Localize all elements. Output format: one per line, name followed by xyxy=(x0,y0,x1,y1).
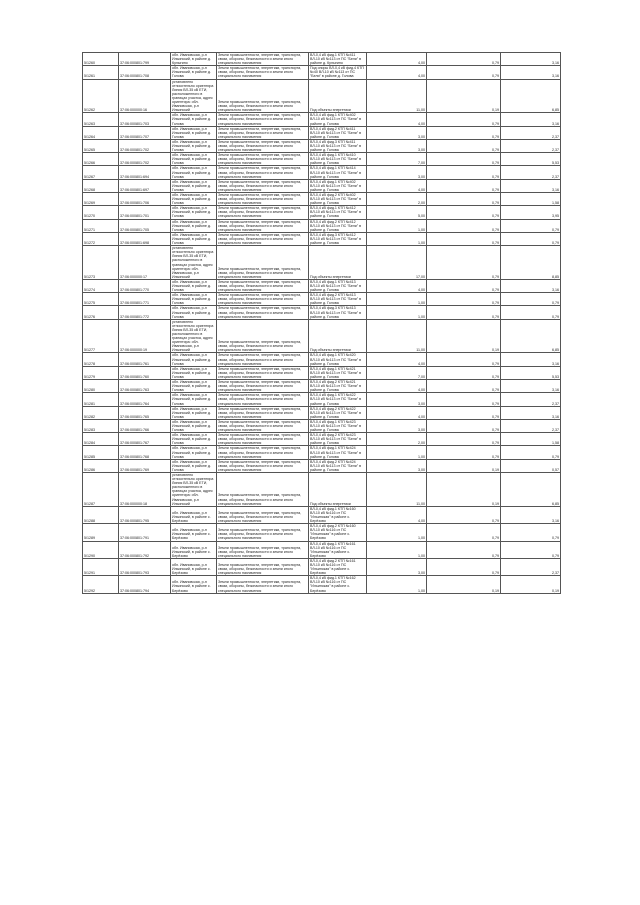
land-category-cell: Земли промышленности, энергетики, транспорта, связи, обороны, безопасности и земли иного специального назначения xyxy=(217,473,309,507)
address-cell: обл. Ивановская, р-н Ильинский, в районе д. Кулыгино xyxy=(171,53,217,66)
area-cell: 1,00 xyxy=(367,306,427,319)
land-category-cell: Земли промышленности, энергетики, транспорта, связи, обороны, безопасности и земли иного специального назначения xyxy=(217,558,309,575)
rate-cell: 0,79 xyxy=(427,53,501,66)
table-row xyxy=(83,353,561,366)
cadastral-number-cell: 37:06:000801:761 xyxy=(119,353,171,366)
land-category-cell: Земли промышленности, энергетики, транспорта, связи, обороны, безопасности и земли иного специального назначения xyxy=(217,366,309,379)
address-cell: обл. Ивановская, р-н Ильинский, в районе д. Голова xyxy=(171,279,217,292)
table-row xyxy=(83,219,561,232)
table-row xyxy=(83,139,561,152)
land-category-cell: Земли промышленности, энергетики, транспорта, связи, обороны, безопасности и земли иного специального назначения xyxy=(217,393,309,406)
permitted-use-cell: Под объекты энергетики xyxy=(309,79,367,113)
permitted-use-cell: ВЛ-0,4 кВ фид.2 КТП №411 ВЛ-10 кВ №113 от ПС "Бели" в районе д. Голова xyxy=(309,126,367,139)
land-category-cell: Земли промышленности, энергетики, транспорта, связи, обороны, безопасности и земли иного специального назначения xyxy=(217,206,309,219)
table-row xyxy=(83,179,561,192)
land-category-cell: Земли промышленности, энергетики, транспорта, связи, обороны, безопасности и земли иного специального назначения xyxy=(217,246,309,280)
rate-cell: 0,79 xyxy=(427,179,501,192)
amount-cell: 0,79 xyxy=(501,306,561,319)
land-category-cell: Земли промышленности, энергетики, транспорта, связи, обороны, безопасности и земли иного специального назначения xyxy=(217,279,309,292)
rate-cell: 0,79 xyxy=(427,446,501,459)
amount-cell: 6,85 xyxy=(501,79,561,113)
row-number-cell: 5/1261 xyxy=(83,66,119,79)
land-category-cell: Земли промышленности, энергетики, транспорта, связи, обороны, безопасности и земли иного специального назначения xyxy=(217,433,309,446)
amount-cell: 0,79 xyxy=(501,524,561,541)
address-cell: обл. Ивановская, р-н Ильинский, в районе д. Голова xyxy=(171,406,217,419)
cadastral-number-cell: 37:06:000801:763 xyxy=(119,380,171,393)
land-category-cell: Земли промышленности, энергетики, транспорта, связи, обороны, безопасности и земли иного специального назначения xyxy=(217,446,309,459)
row-number-cell: 5/1277 xyxy=(83,319,119,353)
permitted-use-cell: ВЛ-0,4 кВ фид.2 КТП №161 ВЛ-10 кВ №116 от ПС "Ильинская" в районе с. Берёзово xyxy=(309,558,367,575)
cadastral-number-cell: 37:06:000801:794 xyxy=(119,576,171,593)
land-category-cell: Земли промышленности, энергетики, транспорта, связи, обороны, безопасности и земли иного специального назначения xyxy=(217,459,309,472)
cadastral-number-cell: 37:06:000801:694 xyxy=(119,166,171,179)
amount-cell: 3,16 xyxy=(501,406,561,419)
rate-cell: 0,79 xyxy=(427,66,501,79)
permitted-use-cell: ВЛ-0,4 кВ фид.1 КТП №412 ВЛ-10 кВ №113 от ПС "Бели" в районе д. Голова xyxy=(309,206,367,219)
amount-cell: 3,16 xyxy=(501,380,561,393)
row-number-cell: 5/1270 xyxy=(83,206,119,219)
table-row xyxy=(83,66,561,79)
rate-cell: 0,79 xyxy=(427,126,501,139)
table-row xyxy=(83,446,561,459)
cadastral-number-cell: 37:06:000801:697 xyxy=(119,179,171,192)
row-number-cell: 5/1262 xyxy=(83,79,119,113)
permitted-use-cell: ВЛ-0,4 кВ фид.1 КТП №402 ВЛ-10 кВ №113 от ПС "Бели" в районе д. Голова xyxy=(309,179,367,192)
cadastral-number-cell: 37:06:000801:764 xyxy=(119,393,171,406)
land-category-cell: Земли промышленности, энергетики, транспорта, связи, обороны, безопасности и земли иного специального назначения xyxy=(217,219,309,232)
row-number-cell: 5/1278 xyxy=(83,353,119,366)
permitted-use-cell: ВЛ-0,4 кВ фид.1 КТП №414 ВЛ-10 кВ №113 от ПС "Бели" в районе д. Голова xyxy=(309,166,367,179)
address-cell: обл. Ивановская, р-н Ильинский, в районе с. Берёзово xyxy=(171,506,217,523)
amount-cell: 2,37 xyxy=(501,558,561,575)
permitted-use-cell: ВЛ-0,4 кВ фид.2 КТП №160 ВЛ-10 кВ №116 от ПС "Ильинская" в районе с. Берёзово xyxy=(309,524,367,541)
cadastral-number-cell: 37:06:000801:768 xyxy=(119,446,171,459)
area-cell: 3,00 xyxy=(367,419,427,432)
address-cell: обл. Ивановская, р-н Ильинский, в районе д. Голова xyxy=(171,306,217,319)
area-cell: 4,00 xyxy=(367,279,427,292)
cadastral-number-cell: 37:06:000801:767 xyxy=(119,433,171,446)
address-cell: обл. Ивановская, р-н Ильинский, в районе д. Голова xyxy=(171,193,217,206)
row-number-cell: 5/1260 xyxy=(83,53,119,66)
permitted-use-cell: ВЛ-0,4 кВ фид.2 КТП №424 ВЛ-10 кВ №113 от ПС "Бели" в районе д. Голова xyxy=(309,459,367,472)
cadastral-number-cell: 37:06:000801:792 xyxy=(119,541,171,558)
table-row xyxy=(83,366,561,379)
permitted-use-cell: ВЛ-0,4 кВ фид.2 КТП №413 ВЛ-10 кВ №113 от ПС "Бели" в районе д. Голова xyxy=(309,293,367,306)
land-category-cell: Земли промышленности, энергетики, транспорта, связи, обороны, безопасности и земли иного специального назначения xyxy=(217,506,309,523)
land-category-cell: Земли промышленности, энергетики, транспорта, связи, обороны, безопасности и земли иного специального назначения xyxy=(217,232,309,245)
row-number-cell: 5/1282 xyxy=(83,406,119,419)
cadastral-number-cell: 37:06:000801:701 xyxy=(119,206,171,219)
area-cell: 7,00 xyxy=(367,366,427,379)
row-number-cell: 5/1290 xyxy=(83,541,119,558)
land-category-cell: Земли промышленности, энергетики, транспорта, связи, обороны, безопасности и земли иного специального назначения xyxy=(217,576,309,593)
row-number-cell: 5/1275 xyxy=(83,293,119,306)
amount-cell: 6,85 xyxy=(501,473,561,507)
land-category-cell: Земли промышленности, энергетики, транспорта, связи, обороны, безопасности и земли иного специального назначения xyxy=(217,79,309,113)
cadastral-number-cell: 37:06:000801:703 xyxy=(119,113,171,126)
rate-cell: 0,79 xyxy=(427,419,501,432)
table-row xyxy=(83,166,561,179)
table-row xyxy=(83,306,561,319)
rate-cell: 0,79 xyxy=(427,406,501,419)
area-cell: 11,00 xyxy=(367,473,427,507)
rate-cell: 0,19 xyxy=(427,79,501,113)
cadastral-number-cell: 37:06:000801:698 xyxy=(119,232,171,245)
address-cell: обл. Ивановская, р-н Ильинский, в районе с. Берёзово xyxy=(171,558,217,575)
address-cell: установлено относительно ориентира Линия ВЛ-35 кВ ЕТИ, расположенного в границах участка, адрес ориентира: обл. Ивановская, р-н Ильинский xyxy=(171,319,217,353)
row-number-cell: 5/1285 xyxy=(83,446,119,459)
rate-cell: 0,79 xyxy=(427,139,501,152)
table-row xyxy=(83,541,561,558)
rate-cell: 0,79 xyxy=(427,393,501,406)
amount-cell: 1,58 xyxy=(501,193,561,206)
cadastral-number-cell: 37:06:000801:702 xyxy=(119,153,171,166)
area-cell: 3,00 xyxy=(367,139,427,152)
land-category-cell: Земли промышленности, энергетики, транспорта, связи, обороны, безопасности и земли иного специального назначения xyxy=(217,126,309,139)
area-cell: 5,00 xyxy=(367,206,427,219)
rate-cell: 0,79 xyxy=(427,193,501,206)
area-cell: 1,00 xyxy=(367,576,427,593)
permitted-use-cell: ВЛ-0,4 кВ фид.2 КТП №423 ВЛ-10 кВ №113 от ПС "Бели" в районе д. Голова xyxy=(309,433,367,446)
area-cell: 1,00 xyxy=(367,219,427,232)
address-cell: обл. Ивановская, р-н Ильинский, в районе д. Голова xyxy=(171,113,217,126)
permitted-use-cell: Под объекты энергетики xyxy=(309,246,367,280)
area-cell: 11,00 xyxy=(367,319,427,353)
permitted-use-cell: ВЛ-0,4 кВ фид.1 КТП №423 ВЛ-10 кВ №113 от ПС "Бели" в районе д. Голова xyxy=(309,419,367,432)
rate-cell: 0,79 xyxy=(427,541,501,558)
amount-cell: 2,37 xyxy=(501,126,561,139)
land-category-cell: Земли промышленности, энергетики, транспорта, связи, обороны, безопасности и земли иного специального назначения xyxy=(217,524,309,541)
area-cell: 11,00 xyxy=(367,79,427,113)
rate-cell: 0,19 xyxy=(427,576,501,593)
area-cell: 4,00 xyxy=(367,506,427,523)
row-number-cell: 5/1272 xyxy=(83,232,119,245)
row-number-cell: 5/1281 xyxy=(83,393,119,406)
row-number-cell: 5/1269 xyxy=(83,193,119,206)
amount-cell: 2,37 xyxy=(501,139,561,152)
area-cell: 1,00 xyxy=(367,541,427,558)
permitted-use-cell: Под объекты энергетики xyxy=(309,319,367,353)
rate-cell: 0,79 xyxy=(427,232,501,245)
rate-cell: 0,19 xyxy=(427,319,501,353)
rate-cell: 0,79 xyxy=(427,166,501,179)
table-row xyxy=(83,206,561,219)
permitted-use-cell: ВЛ-0,4 кВ фид.3 КТП №412 ВЛ-10 кВ №113 от ПС "Бели" в районе д. Голова xyxy=(309,232,367,245)
land-category-cell: Земли промышленности, энергетики, транспорта, связи, обороны, безопасности и земли иного специального назначения xyxy=(217,179,309,192)
land-plots-table xyxy=(82,52,561,594)
land-category-cell: Земли промышленности, энергетики, транспорта, связи, обороны, безопасности и земли иного специального назначения xyxy=(217,293,309,306)
address-cell: обл. Ивановская, р-н Ильинский, в районе д. Голова xyxy=(171,380,217,393)
land-category-cell: Земли промышленности, энергетики, транспорта, связи, обороны, безопасности и земли иного специального назначения xyxy=(217,166,309,179)
table-row xyxy=(83,279,561,292)
area-cell: 4,00 xyxy=(367,380,427,393)
table-row xyxy=(83,53,561,66)
land-category-cell: Земли промышленности, энергетики, транспорта, связи, обороны, безопасности и земли иного специального назначения xyxy=(217,541,309,558)
amount-cell: 0,57 xyxy=(501,459,561,472)
table-row xyxy=(83,459,561,472)
amount-cell: 3,16 xyxy=(501,353,561,366)
area-cell: 17,00 xyxy=(367,246,427,280)
rate-cell: 0,79 xyxy=(427,206,501,219)
area-cell: 1,00 xyxy=(367,446,427,459)
cadastral-number-cell: 37:06:000801:795 xyxy=(119,506,171,523)
table-row xyxy=(83,393,561,406)
address-cell: обл. Ивановская, р-н Ильинский, в районе д. Голова xyxy=(171,166,217,179)
address-cell: обл. Ивановская, р-н Ильинский, в районе д. Голова xyxy=(171,353,217,366)
address-cell: обл. Ивановская, р-н Ильинский, в районе с. Берёзово xyxy=(171,541,217,558)
permitted-use-cell: ВЛ-0,4 кВ фид.3 КТП №413 ВЛ-10 кВ №113 от ПС "Бели" в районе д. Голова xyxy=(309,306,367,319)
table-row xyxy=(83,193,561,206)
land-category-cell: Земли промышленности, энергетики, транспорта, связи, обороны, безопасности и земли иного специального назначения xyxy=(217,353,309,366)
row-number-cell: 5/1267 xyxy=(83,166,119,179)
amount-cell: 6,85 xyxy=(501,319,561,353)
area-cell: 3,00 xyxy=(367,459,427,472)
address-cell: обл. Ивановская, р-н Ильинский, в районе с. Берёзово xyxy=(171,524,217,541)
rate-cell: 0,19 xyxy=(427,459,501,472)
row-number-cell: 5/1288 xyxy=(83,506,119,523)
row-number-cell: 5/1292 xyxy=(83,576,119,593)
table-row xyxy=(83,113,561,126)
table-row xyxy=(83,406,561,419)
amount-cell: 0,19 xyxy=(501,576,561,593)
table-row xyxy=(83,524,561,541)
permitted-use-cell: ВЛ-0,4 кВ фид.2 КТП №421 ВЛ-10 кВ №113 от ПС "Бели" в районе д. Голова xyxy=(309,380,367,393)
rate-cell: 0,79 xyxy=(427,306,501,319)
rate-cell: 0,79 xyxy=(427,279,501,292)
address-cell: обл. Ивановская, р-н Ильинский, в районе д. Голова xyxy=(171,126,217,139)
land-category-cell: Земли промышленности, энергетики, транспорта, связи, обороны, безопасности и земли иного специального назначения xyxy=(217,319,309,353)
table-row xyxy=(83,246,561,280)
address-cell: обл. Ивановская, р-н Ильинский, в районе д. Голова xyxy=(171,366,217,379)
permitted-use-cell: ВЛ-0,4 кВ фид.2 КТП №402 ВЛ-10 кВ №113 от ПС "Бели" в районе д. Голова xyxy=(309,193,367,206)
row-number-cell: 5/1274 xyxy=(83,279,119,292)
permitted-use-cell: ВЛ-0,4 кВ фид.1 КТП №420 ВЛ-10 кВ №113 от ПС "Бели" в районе д. Голова xyxy=(309,353,367,366)
address-cell: обл. Ивановская, р-н Ильинский, в районе д. Голова xyxy=(171,153,217,166)
area-cell: 1,00 xyxy=(367,293,427,306)
cadastral-number-cell: 37:06:000801:705 xyxy=(119,219,171,232)
area-cell: 3,00 xyxy=(367,166,427,179)
table-row xyxy=(83,433,561,446)
cadastral-number-cell: 37:06:000000:19 xyxy=(119,319,171,353)
row-number-cell: 5/1283 xyxy=(83,419,119,432)
cadastral-number-cell: 37:06:000801:791 xyxy=(119,524,171,541)
area-cell: 4,00 xyxy=(367,406,427,419)
table-row xyxy=(83,558,561,575)
table-row xyxy=(83,319,561,353)
amount-cell: 3,95 xyxy=(501,206,561,219)
land-category-cell: Земли промышленности, энергетики, транспорта, связи, обороны, безопасности и земли иного специального назначения xyxy=(217,139,309,152)
land-category-cell: Земли промышленности, энергетики, транспорта, связи, обороны, безопасности и земли иного специального назначения xyxy=(217,113,309,126)
address-cell: обл. Ивановская, р-н Ильинский, в районе д. Голова xyxy=(171,232,217,245)
permitted-use-cell: Под объекты энергетики xyxy=(309,473,367,507)
amount-cell: 0,79 xyxy=(501,541,561,558)
area-cell: 3,00 xyxy=(367,393,427,406)
amount-cell: 8,85 xyxy=(501,246,561,280)
address-cell: обл. Ивановская, р-н Ильинский, в районе д. Голова xyxy=(171,179,217,192)
area-cell: 1,00 xyxy=(367,524,427,541)
row-number-cell: 5/1268 xyxy=(83,179,119,192)
address-cell: установлено относительно ориентира Линия ВЛ-35 кВ ЕТИ, расположенного в границах участка, адрес ориентира: обл. Ивановская, р-н Ильинский xyxy=(171,473,217,507)
land-category-cell: Земли промышленности, энергетики, транспорта, связи, обороны, безопасности и земли иного специального назначения xyxy=(217,153,309,166)
permitted-use-cell: ВЛ-0,4 кВ фид.3 КТП №411 ВЛ-10 кВ №113 от ПС "Бели" в районе д. Голова xyxy=(309,139,367,152)
address-cell: обл. Ивановская, р-н Ильинский, в районе д. Голова xyxy=(171,66,217,79)
area-cell: 4,00 xyxy=(367,353,427,366)
table-row xyxy=(83,79,561,113)
address-cell: обл. Ивановская, р-н Ильинский, в районе д. Голова xyxy=(171,459,217,472)
land-category-cell: Земли промышленности, энергетики, транспорта, связи, обороны, безопасности и земли иного специального назначения xyxy=(217,406,309,419)
permitted-use-cell: ВЛ-0,4 кВ фид.1 КТП №410 ВЛ-10 кВ №113 от ПС "Бели" в районе д. Голова xyxy=(309,153,367,166)
rate-cell: 0,79 xyxy=(427,293,501,306)
table-row xyxy=(83,293,561,306)
amount-cell: 3,16 xyxy=(501,53,561,66)
cadastral-number-cell: 37:06:000801:706 xyxy=(119,193,171,206)
table-row xyxy=(83,506,561,523)
area-cell: 4,00 xyxy=(367,66,427,79)
amount-cell: 1,58 xyxy=(501,433,561,446)
area-cell: 3,00 xyxy=(367,126,427,139)
amount-cell: 0,79 xyxy=(501,232,561,245)
land-category-cell: Земли промышленности, энергетики, транспорта, связи, обороны, безопасности и земли иного специального назначения xyxy=(217,306,309,319)
row-number-cell: 5/1287 xyxy=(83,473,119,507)
amount-cell: 5,53 xyxy=(501,366,561,379)
rate-cell: 0,79 xyxy=(427,153,501,166)
permitted-use-cell: ВЛ-0,4 кВ фид.2 КТП №412 ВЛ-10 кВ №113 от ПС "Бели" в районе д. Голова xyxy=(309,219,367,232)
cadastral-number-cell: 37:06:000801:765 xyxy=(119,406,171,419)
amount-cell: 2,37 xyxy=(501,166,561,179)
cadastral-number-cell: 37:06:000801:702 xyxy=(119,139,171,152)
rate-cell: 0,79 xyxy=(427,524,501,541)
cadastral-number-cell: 37:06:000801:770 xyxy=(119,279,171,292)
cadastral-number-cell: 37:06:000000:18 xyxy=(119,473,171,507)
amount-cell: 5,53 xyxy=(501,153,561,166)
cadastral-number-cell: 37:06:000801:708 xyxy=(119,66,171,79)
permitted-use-cell: ВЛ-0,4 кВ фид.2 КТП №422 ВЛ-10 кВ №113 от ПС "Бели" в районе д. Голова xyxy=(309,406,367,419)
rate-cell: 0,79 xyxy=(427,433,501,446)
row-number-cell: 5/1265 xyxy=(83,139,119,152)
table-row xyxy=(83,153,561,166)
cadastral-number-cell: 37:06:000000:16 xyxy=(119,79,171,113)
area-cell: 4,00 xyxy=(367,179,427,192)
table-row xyxy=(83,380,561,393)
cadastral-number-cell: 37:06:000801:760 xyxy=(119,366,171,379)
permitted-use-cell: ВЛ-0,4 кВ фид.1 КТП №424 ВЛ-10 кВ №113 от ПС "Бели" в районе д. Голова xyxy=(309,446,367,459)
permitted-use-cell: ВЛ-0,4 кВ фид.1 КТП №162 ВЛ-10 кВ №116 от ПС "Ильинская" в районе с. Берёзово xyxy=(309,576,367,593)
amount-cell: 2,37 xyxy=(501,393,561,406)
address-cell: обл. Ивановская, р-н Ильинский, в районе д. Голова xyxy=(171,446,217,459)
table-row xyxy=(83,473,561,507)
area-cell: 4,00 xyxy=(367,113,427,126)
permitted-use-cell: ВЛ-0,4 кВ фид.1 КТП №160 ВЛ-10 кВ №116 от ПС "Ильинская" в районе с. Берёзово xyxy=(309,506,367,523)
rate-cell: 0,79 xyxy=(427,506,501,523)
land-category-cell: Земли промышленности, энергетики, транспорта, связи, обороны, безопасности и земли иного специального назначения xyxy=(217,66,309,79)
address-cell: обл. Ивановская, р-н Ильинский, в районе д. Голова xyxy=(171,139,217,152)
table-row xyxy=(83,232,561,245)
amount-cell: 3,16 xyxy=(501,279,561,292)
area-cell: 1,00 xyxy=(367,232,427,245)
cadastral-number-cell: 37:06:000801:771 xyxy=(119,293,171,306)
row-number-cell: 5/1273 xyxy=(83,246,119,280)
row-number-cell: 5/1279 xyxy=(83,366,119,379)
rate-cell: 0,19 xyxy=(427,473,501,507)
rate-cell: 0,79 xyxy=(427,219,501,232)
rate-cell: 0,79 xyxy=(427,558,501,575)
cadastral-number-cell: 37:06:000801:766 xyxy=(119,419,171,432)
address-cell: обл. Ивановская, р-н Ильинский, в районе д. Голова xyxy=(171,433,217,446)
rate-cell: 0,79 xyxy=(427,353,501,366)
land-category-cell: Земли промышленности, энергетики, транспорта, связи, обороны, безопасности и земли иного специального назначения xyxy=(217,53,309,66)
land-category-cell: Земли промышленности, энергетики, транспорта, связи, обороны, безопасности и земли иного специального назначения xyxy=(217,193,309,206)
address-cell: обл. Ивановская, р-н Ильинский, в районе д. Голова xyxy=(171,419,217,432)
area-cell: 3,00 xyxy=(367,558,427,575)
table-row xyxy=(83,576,561,593)
rate-cell: 0,79 xyxy=(427,380,501,393)
row-number-cell: 5/1271 xyxy=(83,219,119,232)
address-cell: обл. Ивановская, р-н Ильинский, в районе д. Голова xyxy=(171,293,217,306)
area-cell: 7,00 xyxy=(367,153,427,166)
amount-cell: 3,16 xyxy=(501,506,561,523)
row-number-cell: 5/1276 xyxy=(83,306,119,319)
table-row xyxy=(83,419,561,432)
amount-cell: 3,16 xyxy=(501,179,561,192)
address-cell: обл. Ивановская, р-н Ильинский, в районе д. Голова xyxy=(171,206,217,219)
permitted-use-cell: Под опоры ВЛ-0,4 кВ фид.4 КТП №40 ВЛ-10 кВ №113 от ПС "Бели" в районе д. Голова xyxy=(309,66,367,79)
address-cell: обл. Ивановская, р-н Ильинский, в районе д. Голова xyxy=(171,393,217,406)
cadastral-number-cell: 37:06:000801:707 xyxy=(119,126,171,139)
amount-cell: 3,16 xyxy=(501,113,561,126)
permitted-use-cell: ВЛ-0,4 кВ фид.1 КТП №161 ВЛ-10 кВ №116 от ПС "Ильинская" в районе с. Берёзово xyxy=(309,541,367,558)
row-number-cell: 5/1280 xyxy=(83,380,119,393)
permitted-use-cell: ВЛ-0,4 кВ фид.1 КТП №413 ВЛ-10 кВ №113 от ПС "Бели" в районе д. Голова xyxy=(309,279,367,292)
row-number-cell: 5/1284 xyxy=(83,433,119,446)
cadastral-number-cell: 37:06:000801:769 xyxy=(119,459,171,472)
address-cell: обл. Ивановская, р-н Ильинский, в районе д. Голова xyxy=(171,219,217,232)
permitted-use-cell: ВЛ-0,4 кВ фид.1 КТП №421 ВЛ-10 кВ №113 от ПС "Бели" в районе д. Голова xyxy=(309,366,367,379)
cadastral-number-cell: 37:06:000801:793 xyxy=(119,558,171,575)
cadastral-number-cell: 37:06:000801:772 xyxy=(119,306,171,319)
amount-cell: 0,79 xyxy=(501,293,561,306)
address-cell: установлено относительно ориентира Линия ВЛ-35 кВ ЕТИ, расположенного в границах участка, адрес ориентира: обл. Ивановская, р-н Ильинский xyxy=(171,79,217,113)
amount-cell: 0,79 xyxy=(501,446,561,459)
rate-cell: 0,79 xyxy=(427,366,501,379)
row-number-cell: 5/1286 xyxy=(83,459,119,472)
address-cell: обл. Ивановская, р-н Ильинский, в районе с. Берёзово xyxy=(171,576,217,593)
row-number-cell: 5/1289 xyxy=(83,524,119,541)
area-cell: 4,00 xyxy=(367,53,427,66)
land-category-cell: Земли промышленности, энергетики, транспорта, связи, обороны, безопасности и земли иного специального назначения xyxy=(217,419,309,432)
row-number-cell: 5/1263 xyxy=(83,113,119,126)
table-row xyxy=(83,126,561,139)
area-cell: 2,00 xyxy=(367,193,427,206)
amount-cell: 0,79 xyxy=(501,219,561,232)
permitted-use-cell: ВЛ-0,4 кВ фид.1 КТП №402 ВЛ-10 кВ №113 от ПС "Бели" в районе д. Голова xyxy=(309,113,367,126)
area-cell: 2,00 xyxy=(367,433,427,446)
cadastral-number-cell: 37:06:000000:17 xyxy=(119,246,171,280)
row-number-cell: 5/1291 xyxy=(83,558,119,575)
rate-cell: 0,79 xyxy=(427,113,501,126)
cadastral-number-cell: 37:06:000801:799 xyxy=(119,53,171,66)
row-number-cell: 5/1264 xyxy=(83,126,119,139)
address-cell: установлено относительно ориентира Линия ВЛ-35 кВ ЕТИ, расположенного в границах участка, адрес ориентира: обл. Ивановская, р-н Ильинский xyxy=(171,246,217,280)
rate-cell: 0,79 xyxy=(427,246,501,280)
permitted-use-cell: ВЛ-0,4 кВ фид.1 КТП №411 ВЛ-10 кВ №113 от ПС "Бели" в районе д. Кулыгино xyxy=(309,53,367,66)
row-number-cell: 5/1266 xyxy=(83,153,119,166)
permitted-use-cell: ВЛ-0,4 кВ фид.1 КТП №422 ВЛ-10 кВ №113 от ПС "Бели" в районе д. Голова xyxy=(309,393,367,406)
amount-cell: 2,37 xyxy=(501,419,561,432)
land-category-cell: Земли промышленности, энергетики, транспорта, связи, обороны, безопасности и земли иного специального назначения xyxy=(217,380,309,393)
amount-cell: 3,16 xyxy=(501,66,561,79)
